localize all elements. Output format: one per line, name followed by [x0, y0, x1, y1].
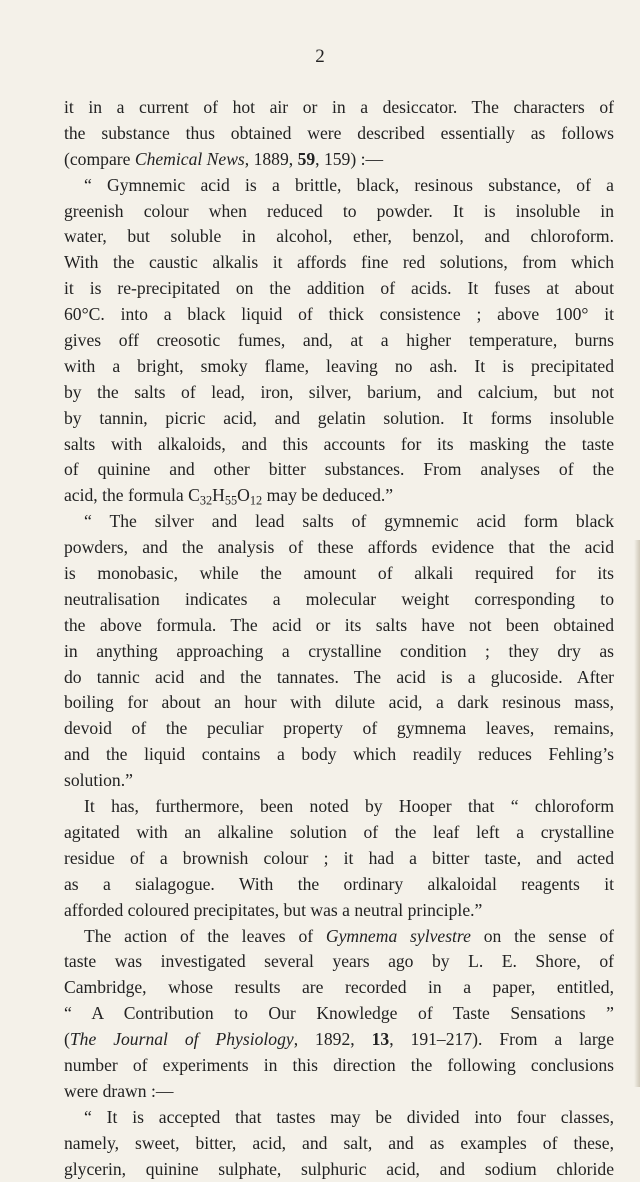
- text-line: agitated with an alkaline solution of the leaf left a crystalline: [64, 821, 614, 842]
- text-line: 60°C. into a black liquid of thick consistence ; above 100° it: [64, 304, 614, 325]
- text-line: glycerin, quinine sulphate, sulphuric acid, and sodium chloride: [64, 1158, 614, 1179]
- text-line: devoid of the peculiar property of gymnema leaves, remains,: [64, 718, 614, 739]
- text-line: namely, sweet, bitter, acid, and salt, and as examples of these,: [64, 1132, 614, 1153]
- text-line: acid, the formula $C_{32}H_{55}O_{12}$ may be deduced.”: [64, 485, 394, 509]
- text-line: water, but soluble in alcohol, ether, benzol, and chloroform.: [64, 226, 614, 247]
- text-line: number of experiments in this direction the following conclusions: [64, 1054, 614, 1075]
- text-line: in anything approaching a crystalline condition ; they dry as: [64, 640, 614, 661]
- text-line: It has, furthermore, been noted by Hooper that “ chloroform: [84, 796, 614, 817]
- text-line: gives off creosotic fumes, and, at a higher temperature, burns: [64, 330, 614, 351]
- text-line: taste was investigated several years ago by L. E. Shore, of: [64, 951, 614, 972]
- text-line: boiling for about an hour with dilute acid, a dark resinous mass,: [64, 692, 614, 713]
- text-line: of quinine and other bitter substances. From analyses of the: [64, 459, 614, 480]
- text-line: powders, and the analysis of these affords evidence that the acid: [64, 537, 614, 558]
- text-line: it in a current of hot air or in a desiccator. The characters of: [64, 97, 614, 117]
- text-line: and the liquid contains a body which readily reduces Fehling’s: [64, 744, 614, 765]
- text-line: “ It is accepted that tastes may be divided into four classes,: [84, 1106, 614, 1127]
- text-line: (The Journal of Physiology, 1892, 13, 191–217). From a large: [64, 1029, 615, 1050]
- text-line: by tannin, picric acid, and gelatin solution. It forms insoluble: [64, 407, 614, 428]
- text-line: “ A Contribution to Our Knowledge of Taste Sensations ”: [64, 1003, 614, 1024]
- text-line: is monobasic, while the amount of alkali required for its: [64, 563, 614, 584]
- text-line: were drawn :—: [64, 1080, 174, 1101]
- text-line: greenish colour when reduced to powder. It is insoluble in: [64, 200, 614, 221]
- text-line: The action of the leaves of Gymnema sylvestre on the sense of: [84, 925, 614, 946]
- text-line: it is re-precipitated on the addition of acids. It fuses at about: [64, 278, 614, 299]
- text-line: Cambridge, whose results are recorded in a paper, entitled,: [64, 977, 614, 998]
- page-edge-shadow: [634, 540, 640, 1087]
- text-line: the above formula. The acid or its salts have not been obtained: [64, 614, 614, 635]
- text-line: as a sialagogue. With the ordinary alkaloidal reagents it: [64, 873, 614, 894]
- text-line: afforded coloured precipitates, but was a neutral principle.”: [64, 899, 483, 920]
- text-line: solution.”: [64, 770, 133, 791]
- text-line: With the caustic alkalis it affords fine red solutions, from which: [64, 252, 614, 273]
- text-line: (compare Chemical News, 1889, 59, 159) :—: [64, 148, 384, 169]
- text-line: “ The silver and lead salts of gymnemic acid form black: [84, 511, 614, 532]
- text-line: neutralisation indicates a molecular weight corresponding to: [64, 588, 614, 609]
- text-line: do tannic acid and the tannates. The acid is a glucoside. After: [64, 666, 614, 687]
- page-number: 2: [315, 46, 325, 67]
- text-line: with a bright, smoky flame, leaving no ash. It is precipitated: [64, 355, 614, 376]
- text-line: by the salts of lead, iron, silver, barium, and calcium, but not: [64, 381, 614, 402]
- body-text: [64, 95, 614, 1182]
- text-line: “ Gymnemic acid is a brittle, black, resinous substance, of a: [84, 174, 614, 195]
- text-line: residue of a brownish colour ; it had a bitter taste, and acted: [64, 847, 614, 868]
- text-line: salts with alkaloids, and this accounts for its masking the taste: [64, 433, 614, 454]
- text-line: the substance thus obtained were described essentially as follows: [64, 122, 614, 143]
